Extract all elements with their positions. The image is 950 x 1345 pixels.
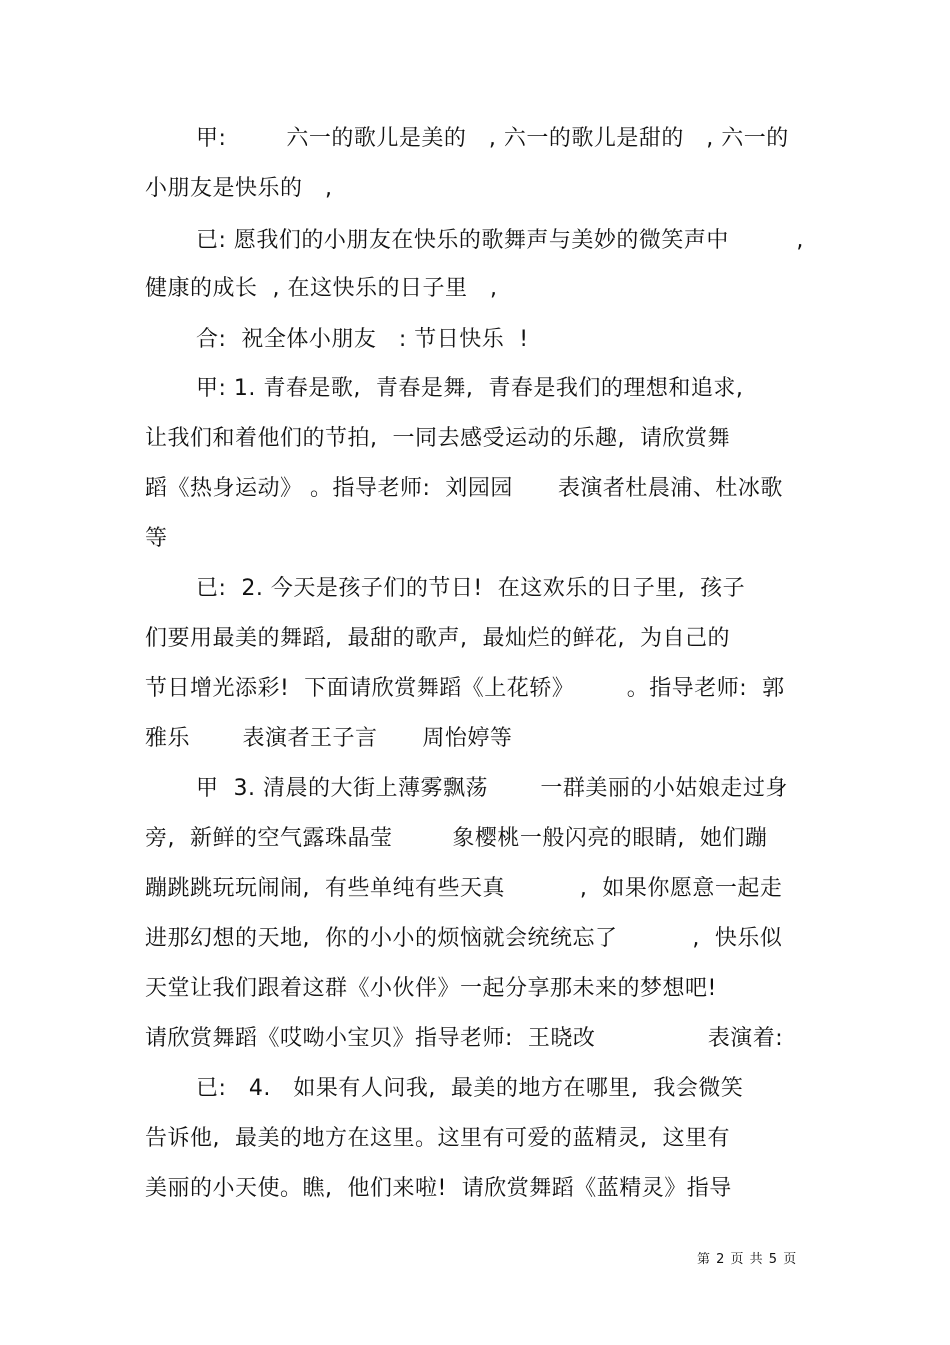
text-line: 等: [145, 526, 168, 551]
text-line: 健康的成长 , 在这快乐的日子里 ,: [145, 276, 498, 301]
text-line: 天堂让我们跟着这群《小伙伴》一起分享那未来的梦想吧!: [145, 976, 717, 1001]
text-line: 请欣赏舞蹈《哎呦小宝贝》指导老师: 王晓改 表演着:: [145, 1026, 784, 1051]
text-line: 美丽的小天使。瞧, 他们来啦! 请欣赏舞蹈《蓝精灵》指导: [145, 1176, 732, 1201]
text-line: 进那幻想的天地, 你的小小的烦恼就会统统忘了 , 快乐似: [145, 926, 783, 951]
text-line: 雅乐 表演者王子言 周怡婷等: [145, 726, 513, 751]
text-line: 合: 祝全体小朋友 : 节日快乐 !: [196, 327, 529, 352]
text-line: 节日增光添彩! 下面请欣赏舞蹈《上花轿》 。指导老师: 郭: [145, 676, 785, 701]
text-line: 甲 3. 清晨的大街上薄雾飘荡 一群美丽的小姑娘走过身: [196, 776, 788, 801]
text-line: 旁, 新鲜的空气露珠晶莹 象樱桃一般闪亮的眼睛, 她们蹦: [145, 826, 768, 851]
text-line: 让我们和着他们的节拍, 一同去感受运动的乐趣, 请欣赏舞: [145, 426, 730, 451]
text-line: 已: 2. 今天是孩子们的节日! 在这欢乐的日子里, 孩子: [196, 576, 746, 601]
text-line: 蹦跳跳玩玩闹闹, 有些单纯有些天真 , 如果你愿意一起走: [145, 876, 783, 901]
text-line: 甲: 1. 青春是歌, 青春是舞, 青春是我们的理想和追求,: [196, 376, 744, 401]
page-number-footer: 第 2 页 共 5 页: [697, 1252, 798, 1267]
text-line: 蹈《热身运动》 。指导老师: 刘园园 表演者杜晨浦、杜冰歌: [145, 476, 783, 501]
text-line: 们要用最美的舞蹈, 最甜的歌声, 最灿烂的鲜花, 为自己的: [145, 626, 730, 651]
text-line: 已: 愿我们的小朋友在快乐的歌舞声与美妙的微笑声中 ,: [196, 228, 804, 253]
text-line: 已: 4. 如果有人问我, 最美的地方在哪里, 我会微笑: [196, 1076, 744, 1101]
text-line: 小朋友是快乐的 ,: [145, 176, 333, 201]
text-line: 甲: 六一的歌儿是美的 , 六一的歌儿是甜的 , 六一的: [196, 126, 789, 151]
text-line: 告诉他, 最美的地方在这里。这里有可爱的蓝精灵, 这里有: [145, 1126, 730, 1151]
